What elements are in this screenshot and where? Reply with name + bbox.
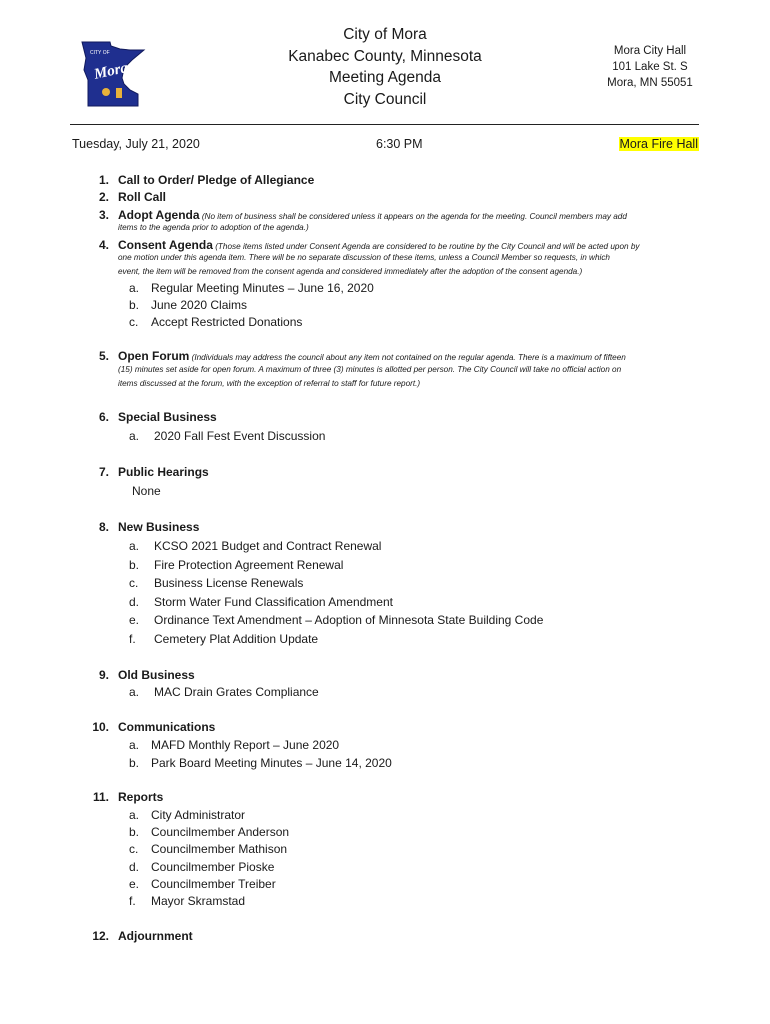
agenda-subitem: [129, 612, 543, 629]
agenda-subitem-letter: c.: [129, 842, 139, 857]
logo-small-text: CITY OF: [90, 50, 110, 56]
agenda-item-heading: [118, 464, 209, 481]
city-hall-address: [585, 43, 715, 91]
agenda-subitem-letter: c.: [129, 315, 139, 329]
agenda-subitem-text: KCSO 2021 Budget and Contract Renewal: [154, 539, 382, 553]
agenda-subitem: [129, 314, 302, 331]
agenda-item-note-line: (No item of business shall be considered unless it appears on the agenda for the meeting. Council members may add: [201, 212, 627, 221]
agenda-subitem-text: June 2020 Claims: [151, 298, 248, 312]
agenda-item-note: [118, 251, 690, 278]
agenda-item-title: New Business: [118, 520, 200, 534]
agenda-subitem: [129, 297, 247, 314]
agenda-subitem-text: Storm Water Fund Classification Amendment: [154, 594, 393, 609]
agenda-item-heading: [118, 189, 166, 206]
agenda-subitem-text: Business License Renewals: [154, 576, 304, 591]
agenda-subitem-letter: b.: [129, 557, 140, 572]
agenda-subitem-text: Mayor Skramstad: [151, 894, 246, 908]
agenda-subitem-letter: c.: [129, 576, 139, 591]
city-of-mora-logo: [80, 40, 146, 108]
agenda-subitem-text: Fire Protection Agreement Renewal: [154, 557, 344, 572]
agenda-subitem-text: Councilmember Treiber: [151, 876, 276, 891]
agenda-subitem: [129, 594, 393, 611]
agenda-item-number: 9.: [98, 668, 109, 682]
agenda-item-heading: [118, 928, 193, 945]
agenda-subitem: [129, 876, 276, 893]
address-line-name: Mora City Hall: [613, 45, 687, 57]
title-line-agenda: Meeting Agenda: [328, 69, 442, 86]
agenda-item-number: 2.: [98, 190, 109, 204]
agenda-item-title: Old Business: [118, 668, 195, 682]
agenda-item-title: Special Business: [118, 410, 217, 424]
agenda-subitem-text: Park Board Meeting Minutes – June 14, 2020: [151, 755, 392, 770]
agenda-subitem: [129, 538, 381, 555]
agenda-subitem-letter: a.: [129, 539, 140, 553]
agenda-subitem-letter: a.: [129, 685, 140, 699]
agenda-item-note-line: (15) minutes set aside for open forum. A maximum of three (3) minutes is allotted per person. The City Council will take no official action on: [118, 365, 622, 374]
meeting-location: Mora Fire Hall: [619, 137, 698, 151]
meeting-date: Tuesday, July 21, 2020: [72, 137, 200, 151]
agenda-item-title: Communications: [118, 720, 216, 734]
agenda-item-number: 12.: [92, 929, 109, 943]
agenda-item-number: 11.: [92, 790, 109, 804]
agenda-subitem: [129, 428, 325, 445]
agenda-item-heading: [118, 789, 163, 806]
agenda-subitem: [129, 824, 289, 841]
agenda-subitem-text: MAFD Monthly Report – June 2020: [151, 738, 340, 752]
agenda-item-number: 3.: [98, 208, 109, 222]
agenda-subitem-letter: a.: [129, 281, 140, 295]
title-line-city: City of Mora: [343, 26, 427, 43]
agenda-subitem: [129, 737, 339, 754]
agenda-subitem-letter: b.: [129, 298, 140, 312]
agenda-item-title: Public Hearings: [118, 465, 209, 479]
agenda-subitem: [129, 684, 319, 701]
agenda-item-heading: [118, 667, 195, 684]
agenda-subitem-letter: b.: [129, 825, 140, 840]
agenda-subitem-text: Ordinance Text Amendment – Adoption of Minnesota State Building Code: [154, 613, 544, 628]
address-line-street: 101 Lake St. S: [612, 61, 688, 73]
agenda-item-note: [118, 363, 690, 390]
agenda-subitem-letter: a.: [129, 738, 140, 752]
agenda-subitem-letter: a.: [129, 429, 140, 443]
agenda-subitem-text: Regular Meeting Minutes – June 16, 2020: [151, 281, 374, 295]
agenda-subitem: [129, 631, 318, 648]
agenda-item-number: 4.: [98, 238, 109, 252]
agenda-subitem-letter: e.: [129, 876, 140, 891]
agenda-subitem-text: Councilmember Anderson: [151, 825, 290, 840]
agenda-subitem: [129, 557, 343, 574]
logo-text: Mora: [92, 59, 130, 83]
agenda-subitem-text: MAC Drain Grates Compliance: [154, 685, 319, 699]
address-line-city: Mora, MN 55051: [607, 77, 693, 89]
agenda-subitem-text: Accept Restricted Donations: [151, 315, 303, 329]
agenda-subitem: [129, 280, 374, 297]
agenda-item-note-line: (Individuals may address the council about any item not contained on the regular agenda. There is a maximum of fifteen: [191, 353, 626, 362]
agenda-subitem: [129, 893, 245, 910]
header-divider: [70, 124, 699, 125]
title-line-county: Kanabec County, Minnesota: [288, 47, 482, 65]
agenda-subitem-text: Councilmember Mathison: [151, 842, 288, 857]
agenda-item-none: None: [132, 484, 161, 498]
agenda-item-title: Open Forum: [118, 349, 190, 363]
agenda-subitem-letter: b.: [129, 755, 140, 770]
agenda-item-note: [118, 221, 690, 235]
agenda-subitem-text: 2020 Fall Fest Event Discussion: [154, 429, 326, 443]
agenda-subitem-text: City Administrator: [151, 808, 246, 822]
meeting-title: [240, 24, 530, 110]
agenda-subitem-letter: f.: [129, 894, 136, 908]
agenda-item-title: Adopt Agenda: [118, 208, 200, 222]
agenda-item-heading: [118, 719, 215, 736]
agenda-item-note-line: (Those items listed under Consent Agenda are considered to be routine by the City Council and will be acted upon by: [215, 242, 640, 251]
agenda-item-title: Call to Order/ Pledge of Allegiance: [118, 173, 315, 187]
agenda-subitem-text: Cemetery Plat Addition Update: [154, 632, 319, 646]
agenda-item-heading: [118, 409, 217, 426]
agenda-item-number: 8.: [98, 520, 109, 534]
agenda-item-number: 5.: [98, 349, 109, 363]
agenda-subitem-letter: d.: [129, 594, 140, 609]
agenda-subitem-letter: e.: [129, 613, 140, 628]
agenda-item-number: 10.: [92, 720, 109, 734]
agenda-item-title: Consent Agenda: [118, 238, 213, 252]
agenda-subitem: [129, 841, 287, 858]
title-line-council: City Council: [343, 90, 427, 108]
agenda-item-number: 7.: [98, 465, 109, 479]
agenda-subitem-text: Councilmember Pioske: [151, 859, 275, 874]
agenda-item-title: Adjournment: [118, 929, 193, 943]
agenda-item-note-line: event, the item will be removed from the consent agenda and considered immediately after the adoption of the consent agenda.): [118, 266, 583, 276]
agenda-item-title: Reports: [118, 790, 164, 804]
agenda-item-note-line: items to the agenda prior to adoption of the agenda.): [118, 223, 309, 232]
agenda-item-title: Roll Call: [118, 190, 167, 204]
agenda-item-number: 6.: [98, 410, 109, 424]
agenda-item-note-line: items discussed at the forum, with the exception of referral to staff for future report.): [118, 378, 421, 388]
agenda-item-note-line: one motion under this agenda item. There will be no separate discussion of these items, unless a Council Member so requests, in which: [118, 253, 610, 262]
agenda-subitem: [129, 859, 274, 876]
agenda-item-heading: [118, 172, 314, 189]
agenda-subitem-letter: f.: [129, 632, 136, 646]
meeting-time: 6:30 PM: [376, 137, 423, 151]
agenda-item-number: 1.: [98, 173, 109, 187]
agenda-subitem: [129, 575, 303, 592]
agenda-subitem: [129, 755, 392, 772]
agenda-subitem-letter: a.: [129, 808, 140, 822]
agenda-subitem: [129, 807, 245, 824]
agenda-subitem-letter: d.: [129, 859, 140, 874]
agenda-item-heading: [118, 519, 199, 536]
